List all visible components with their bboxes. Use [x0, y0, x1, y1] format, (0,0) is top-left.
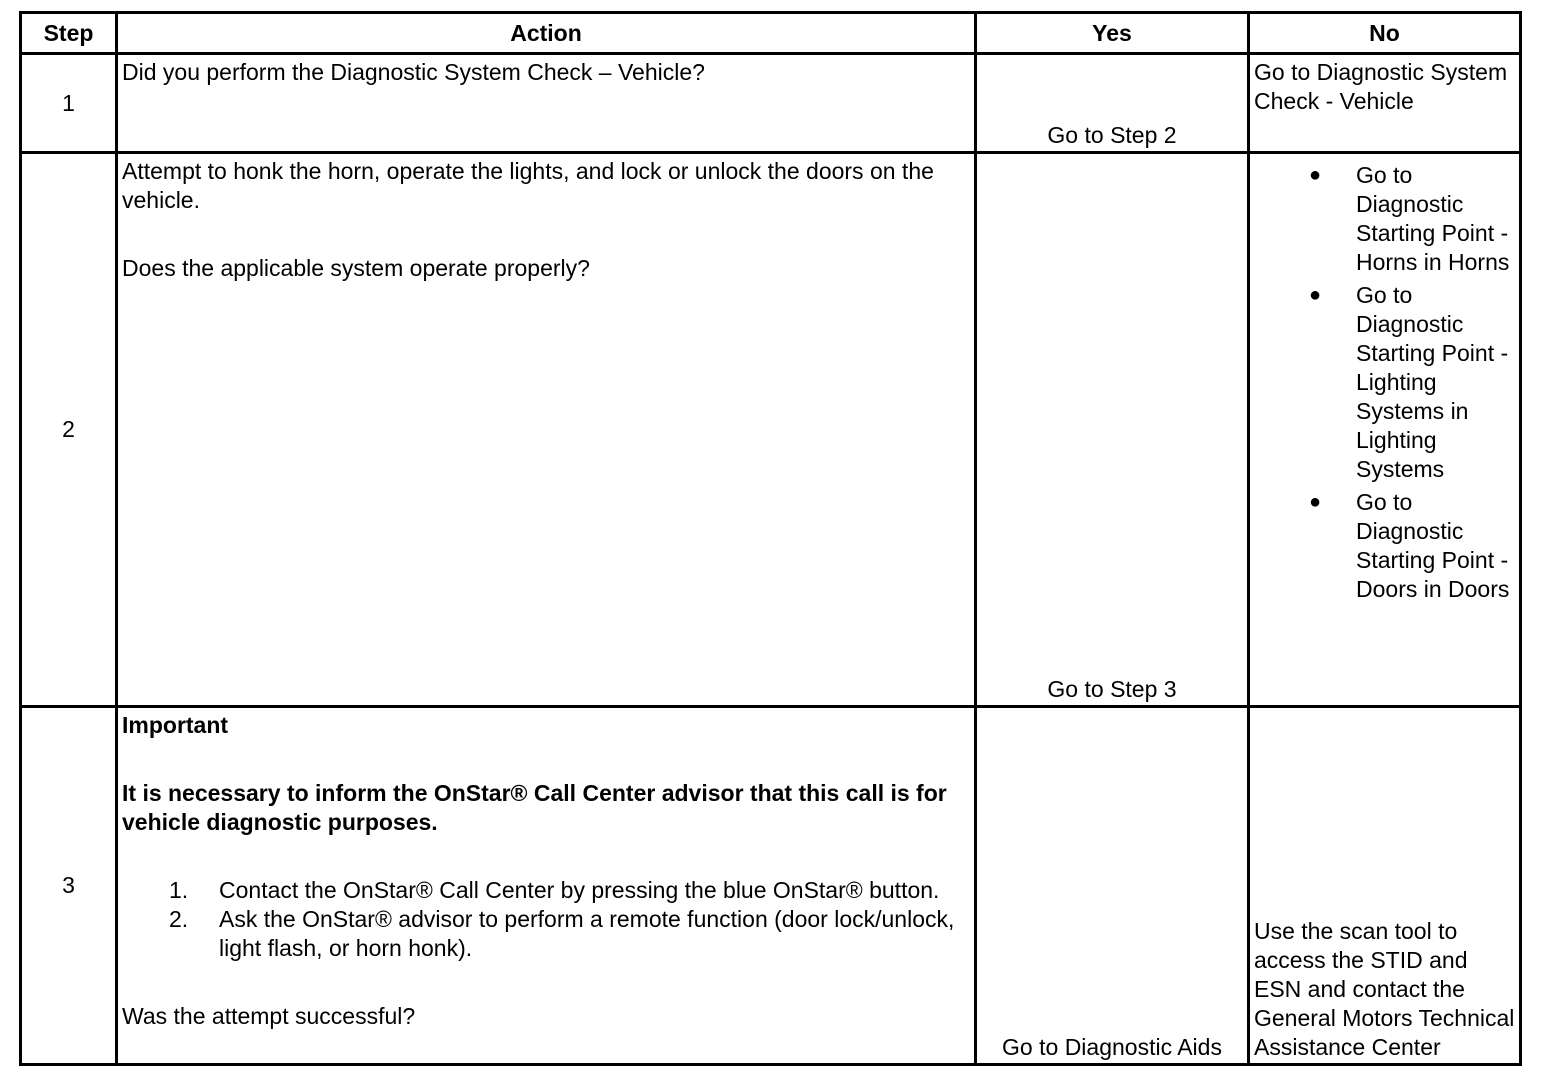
bullet-icon: ●	[1309, 491, 1322, 513]
important-text: It is necessary to inform the OnStar® Call Center advisor that this call is for vehicle diagnostic purposes.	[122, 780, 947, 835]
yes-cell: Go to Step 2	[976, 54, 1249, 153]
header-step: Step	[21, 13, 117, 54]
yes-cell: Go to Diagnostic Aids	[976, 707, 1249, 1065]
list-item	[1254, 161, 1515, 277]
action-cell	[117, 153, 976, 707]
list-item	[122, 876, 968, 905]
list-item-text: Go to Diagnostic Starting Point - Doors in Doors	[1356, 489, 1510, 602]
header-yes: Yes	[976, 13, 1249, 54]
list-item-text: Ask the OnStar® advisor to perform a remote function (door lock/unlock, light flash, or horn honk).	[219, 906, 955, 961]
list-item-text: Contact the OnStar® Call Center by pressing the blue OnStar® button.	[219, 877, 940, 903]
action-instruction: Attempt to honk the horn, operate the lights, and lock or unlock the doors on the vehicle.	[122, 158, 934, 213]
step-number: 1	[21, 54, 117, 153]
diagnostic-table	[19, 11, 1522, 1066]
list-item-number: 1.	[169, 877, 189, 903]
action-question: Was the attempt successful?	[122, 1003, 416, 1029]
action-cell	[117, 707, 976, 1065]
no-cell: Go to Diagnostic System Check - Vehicle	[1249, 54, 1521, 153]
table-row-step-1	[21, 54, 1521, 153]
header-action: Action	[117, 13, 976, 54]
list-item	[1254, 281, 1515, 484]
list-item	[1254, 488, 1515, 604]
step-number: 2	[21, 153, 117, 707]
list-item-number: 2.	[169, 906, 189, 932]
bullet-icon: ●	[1309, 164, 1322, 186]
step-number: 3	[21, 707, 117, 1065]
no-options-list	[1254, 157, 1515, 604]
action-cell	[117, 54, 976, 153]
list-item	[122, 905, 968, 963]
action-question: Does the applicable system operate properly?	[122, 255, 590, 281]
bullet-icon: ●	[1309, 284, 1322, 306]
table-row-step-2	[21, 153, 1521, 707]
no-cell	[1249, 153, 1521, 707]
procedure-list	[122, 876, 968, 963]
table-row-step-3	[21, 707, 1521, 1065]
no-cell: Use the scan tool to access the STID and ESN and contact the General Motors Technical Assistance Center	[1249, 707, 1521, 1065]
header-row	[21, 13, 1521, 54]
list-item-text: Go to Diagnostic Starting Point - Lighting Systems in Lighting Systems	[1356, 282, 1509, 482]
yes-cell: Go to Step 3	[976, 153, 1249, 707]
important-label: Important	[122, 712, 229, 738]
list-item-text: Go to Diagnostic Starting Point - Horns in Horns	[1356, 162, 1510, 275]
action-question: Did you perform the Diagnostic System Check – Vehicle?	[122, 59, 705, 85]
header-no: No	[1249, 13, 1521, 54]
